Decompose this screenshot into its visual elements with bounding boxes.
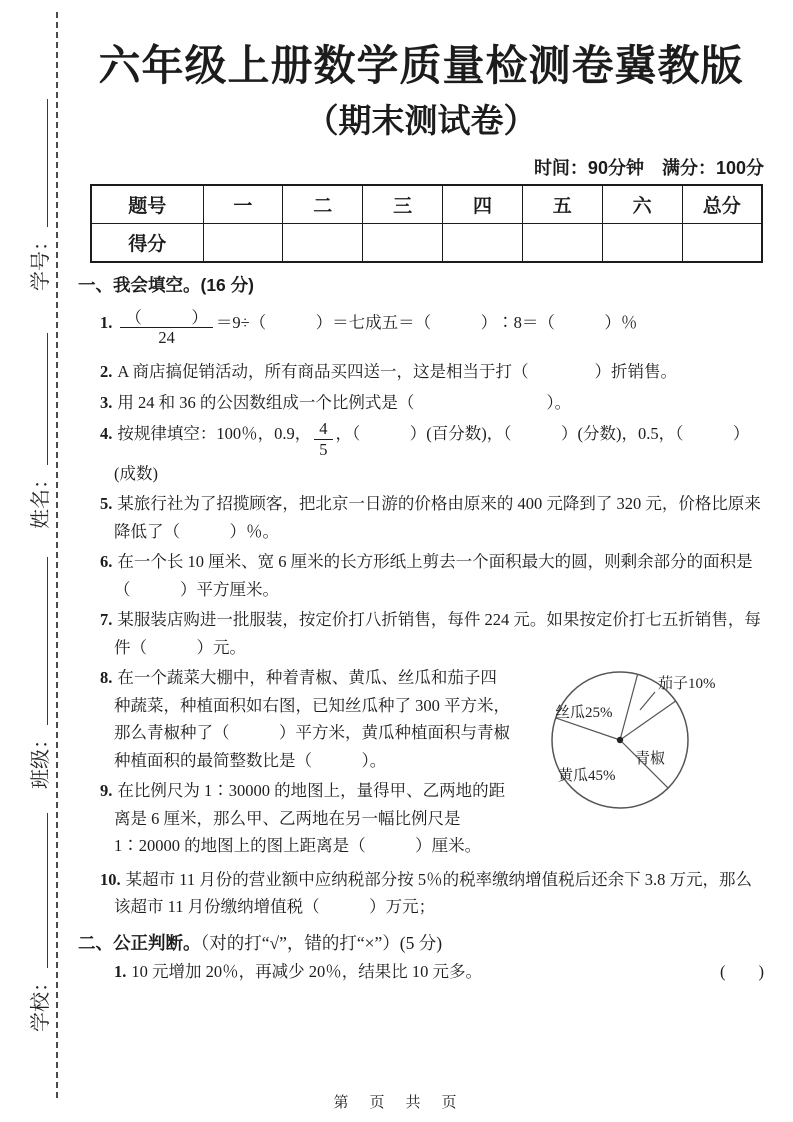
student-number-label: 学号： (30, 231, 52, 291)
score-blank-cell (522, 224, 602, 263)
question-4 (100, 419, 764, 487)
pie-label-pepper: 青椒 (635, 751, 666, 768)
question-4-text-pre: 按规律填空：100％，0.9， (117, 424, 312, 444)
paper-subtitle: （期末测试卷） (305, 101, 537, 139)
class-write-line (43, 557, 48, 725)
section2-heading-note: （对的打“√”，错的打“×”）(5 分) (200, 932, 443, 953)
school-write-line (43, 813, 48, 968)
question-4-fraction (314, 419, 332, 460)
question-3 (100, 389, 764, 417)
question-8-number: 8. (100, 668, 113, 688)
fraction-numerator: （ ） (120, 308, 213, 329)
name-label: 姓名： (30, 469, 52, 529)
student-number-write-line (43, 99, 48, 227)
score-table-header-row (91, 185, 762, 224)
score-blank-cell (443, 224, 523, 263)
fraction-denominator: 24 (158, 328, 175, 348)
question-6-text: 在一个长 10 厘米、宽 6 厘米的长方形纸上剪去一个面积最大的圆，则剩余部分的面积是（ ）平方厘米。 (114, 552, 753, 599)
score-row-label: 得分 (91, 224, 203, 263)
score-table (90, 184, 763, 263)
question-1-fraction (120, 308, 213, 349)
question-8-text: 在一个蔬菜大棚中，种着青椒、黄瓜、丝瓜和茄子四种蔬菜，种植面积如右图，已知丝瓜种了 300 平方米，那么青椒种了（ ）平方米，黄瓜种植面积与青椒种植面积的最简整数比是（ ）。 (114, 668, 510, 770)
question-10 (100, 866, 764, 921)
paper-title: 六年级上册数学质量检测卷冀教版 (98, 42, 744, 89)
pie-chart-svg (518, 664, 764, 822)
score-blank-cell (602, 224, 682, 263)
score-table-cell-1: 一 (203, 185, 283, 224)
question-4-text-post: ，（ ）(百分数)，（ ）(分数)，0.5，（ ）(成数) (114, 424, 750, 483)
question-3-number: 3. (100, 392, 113, 412)
score-table-score-row (91, 224, 762, 263)
school-label: 学校： (30, 972, 52, 1032)
question-5-text: 某旅行社为了招揽顾客，把北京一日游的价格由原来的 400 元降到了 320 元，价格比原来降低了（ ）％。 (114, 494, 761, 541)
question-7-text: 某服装店购进一批服装，按定价打八折销售，每件 224 元。如果按定价打七五折销售，每件（ ）元。 (114, 610, 761, 657)
question-8-9-block (78, 664, 764, 863)
score-table-cell-4: 四 (443, 185, 523, 224)
fraction-denominator: 5 (319, 439, 328, 459)
question-10-text: 某超市 11 月份的营业额中应纳税部分按 5％的税率缴纳增值税后还余下 3.8 万元，那么该超市 11 月份缴纳增值税（ ）万元； (114, 869, 753, 917)
section1-heading: 一、我会填空。(16 分) (78, 275, 254, 296)
judge-question-1-answer-blank: ( ) (720, 962, 764, 982)
score-table-cell-timu: 题号 (91, 185, 203, 224)
judge-question-1-body (114, 958, 482, 986)
judge-question-1-text: 10 元增加 20％，再减少 20％，结果比 10 元多。 (131, 962, 482, 982)
question-7-number: 7. (100, 610, 113, 630)
question-6 (100, 548, 764, 603)
question-5 (100, 490, 764, 545)
score-blank-cell (682, 224, 762, 263)
pie-label-cucumber: 黄瓜45% (558, 768, 616, 785)
fraction-numerator: 4 (314, 419, 332, 440)
page-footer: 第 页 共 页 (333, 1095, 460, 1111)
score-blank-cell (363, 224, 443, 263)
question-9-number: 9. (100, 781, 113, 801)
score-table-cell-3: 三 (363, 185, 443, 224)
pie-label-eggplant: 茄子10% (658, 676, 716, 693)
class-label: 班级： (30, 729, 52, 789)
question-2-number: 2. (100, 362, 113, 382)
question-9-text: 在比例尺为 1∶30000 的地图上，量得甲、乙两地的距离是 6 厘米，那么甲、乙两地在另一幅比例尺是 1∶20000 的地图上的图上距离是（ ）厘米。 (114, 781, 506, 856)
score-blank-cell (283, 224, 363, 263)
question-7 (100, 606, 764, 661)
score-blank-cell (203, 224, 283, 263)
question-5-number: 5. (100, 494, 113, 514)
pie-center-dot (617, 737, 623, 743)
score-table-cell-5: 五 (522, 185, 602, 224)
question-3-text: 用 24 和 36 的公因数组成一个比例式是（ ）。 (117, 392, 572, 412)
vegetable-pie-chart (518, 664, 764, 822)
question-2-text: A 商店搞促销活动，所有商品买四送一，这是相当于打（ ）折销售。 (117, 362, 678, 382)
question-4-number: 4. (100, 424, 113, 444)
seal-dashed-line (56, 12, 58, 1098)
student-info-sidebar (6, 16, 52, 1112)
score-table-cell-2: 二 (283, 185, 363, 224)
question-1-number: 1. (100, 312, 113, 332)
section2-heading-main: 二、公正判断。 (78, 932, 201, 953)
section2-heading (78, 931, 764, 956)
question-6-number: 6. (100, 552, 113, 572)
judge-question-1-number: 1. (114, 962, 127, 982)
paper-main (78, 0, 764, 989)
score-table-cell-6: 六 (602, 185, 682, 224)
time-score-info: 时间：90分钟 满分：100分 (533, 158, 764, 179)
name-write-line (43, 333, 48, 465)
score-table-cell-total: 总分 (682, 185, 762, 224)
question-2 (100, 358, 764, 386)
question-10-number: 10. (100, 869, 121, 889)
judge-question-1 (100, 958, 764, 986)
question-1-text: ＝9÷（ ）＝七成五＝（ ）∶8＝（ ）％ (215, 312, 638, 332)
question-1 (100, 308, 764, 349)
pie-label-loofah: 丝瓜25% (555, 705, 613, 722)
